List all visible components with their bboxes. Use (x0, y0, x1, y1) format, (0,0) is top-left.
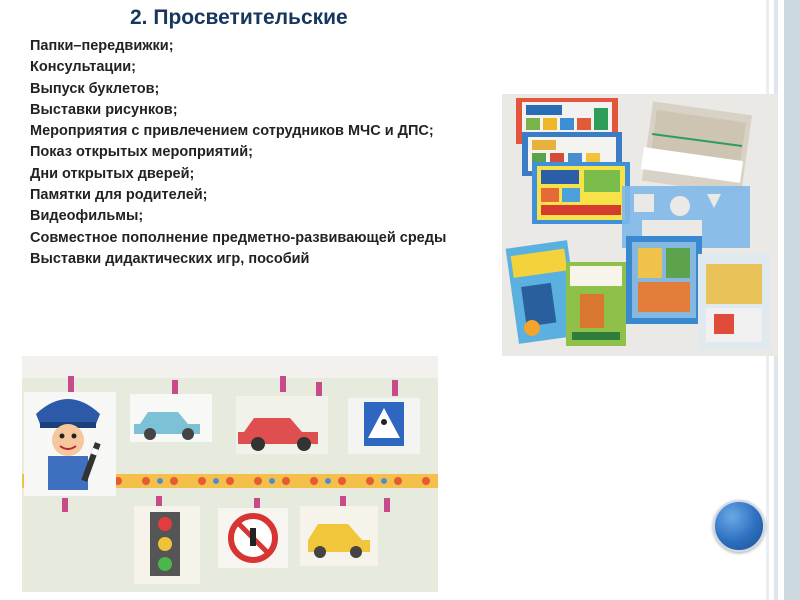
list-item: Дни открытых дверей; (30, 165, 195, 182)
game-box-3 (532, 162, 630, 224)
book-dangerous-strangers (566, 262, 626, 346)
no-pedestrians-drawing (218, 508, 288, 568)
drawings-photo (22, 356, 438, 592)
list-item: Совместное пополнение предметно-развивающей среды (30, 229, 447, 246)
drawings-photo-art (22, 356, 438, 592)
list-item: Консультации; (30, 59, 136, 76)
traffic-light-drawing (134, 506, 200, 584)
traffic-police-drawing (24, 392, 116, 496)
list-item: Памятки для родителей; (30, 187, 208, 204)
book-transparent-folder (698, 254, 770, 350)
list-item: Выпуск буклетов; (30, 80, 160, 97)
blue-car-drawing (130, 394, 212, 442)
list-item: Видеофильмы; (30, 208, 144, 225)
list-item: Выставки дидактических игр, пособий (30, 250, 310, 267)
materials-photo (502, 94, 778, 356)
slide-title: 2. Просветительские (130, 6, 348, 29)
plastic-pouch (641, 101, 752, 194)
decorative-circle (713, 500, 765, 552)
list-item: Мероприятия с привлечением сотрудников МЧС и ДПС; (30, 123, 434, 140)
item-list (30, 36, 500, 270)
red-car-drawing (236, 396, 328, 454)
list-item: Папки–передвижки; (30, 38, 174, 54)
list-item: Показ открытых мероприятий; (30, 144, 253, 161)
list-item: Выставки рисунков; (30, 101, 178, 118)
crossing-sign-drawing (348, 398, 420, 454)
yellow-car-drawing (300, 506, 378, 566)
book-blue-folder (626, 236, 702, 324)
materials-photo-art (502, 94, 778, 356)
